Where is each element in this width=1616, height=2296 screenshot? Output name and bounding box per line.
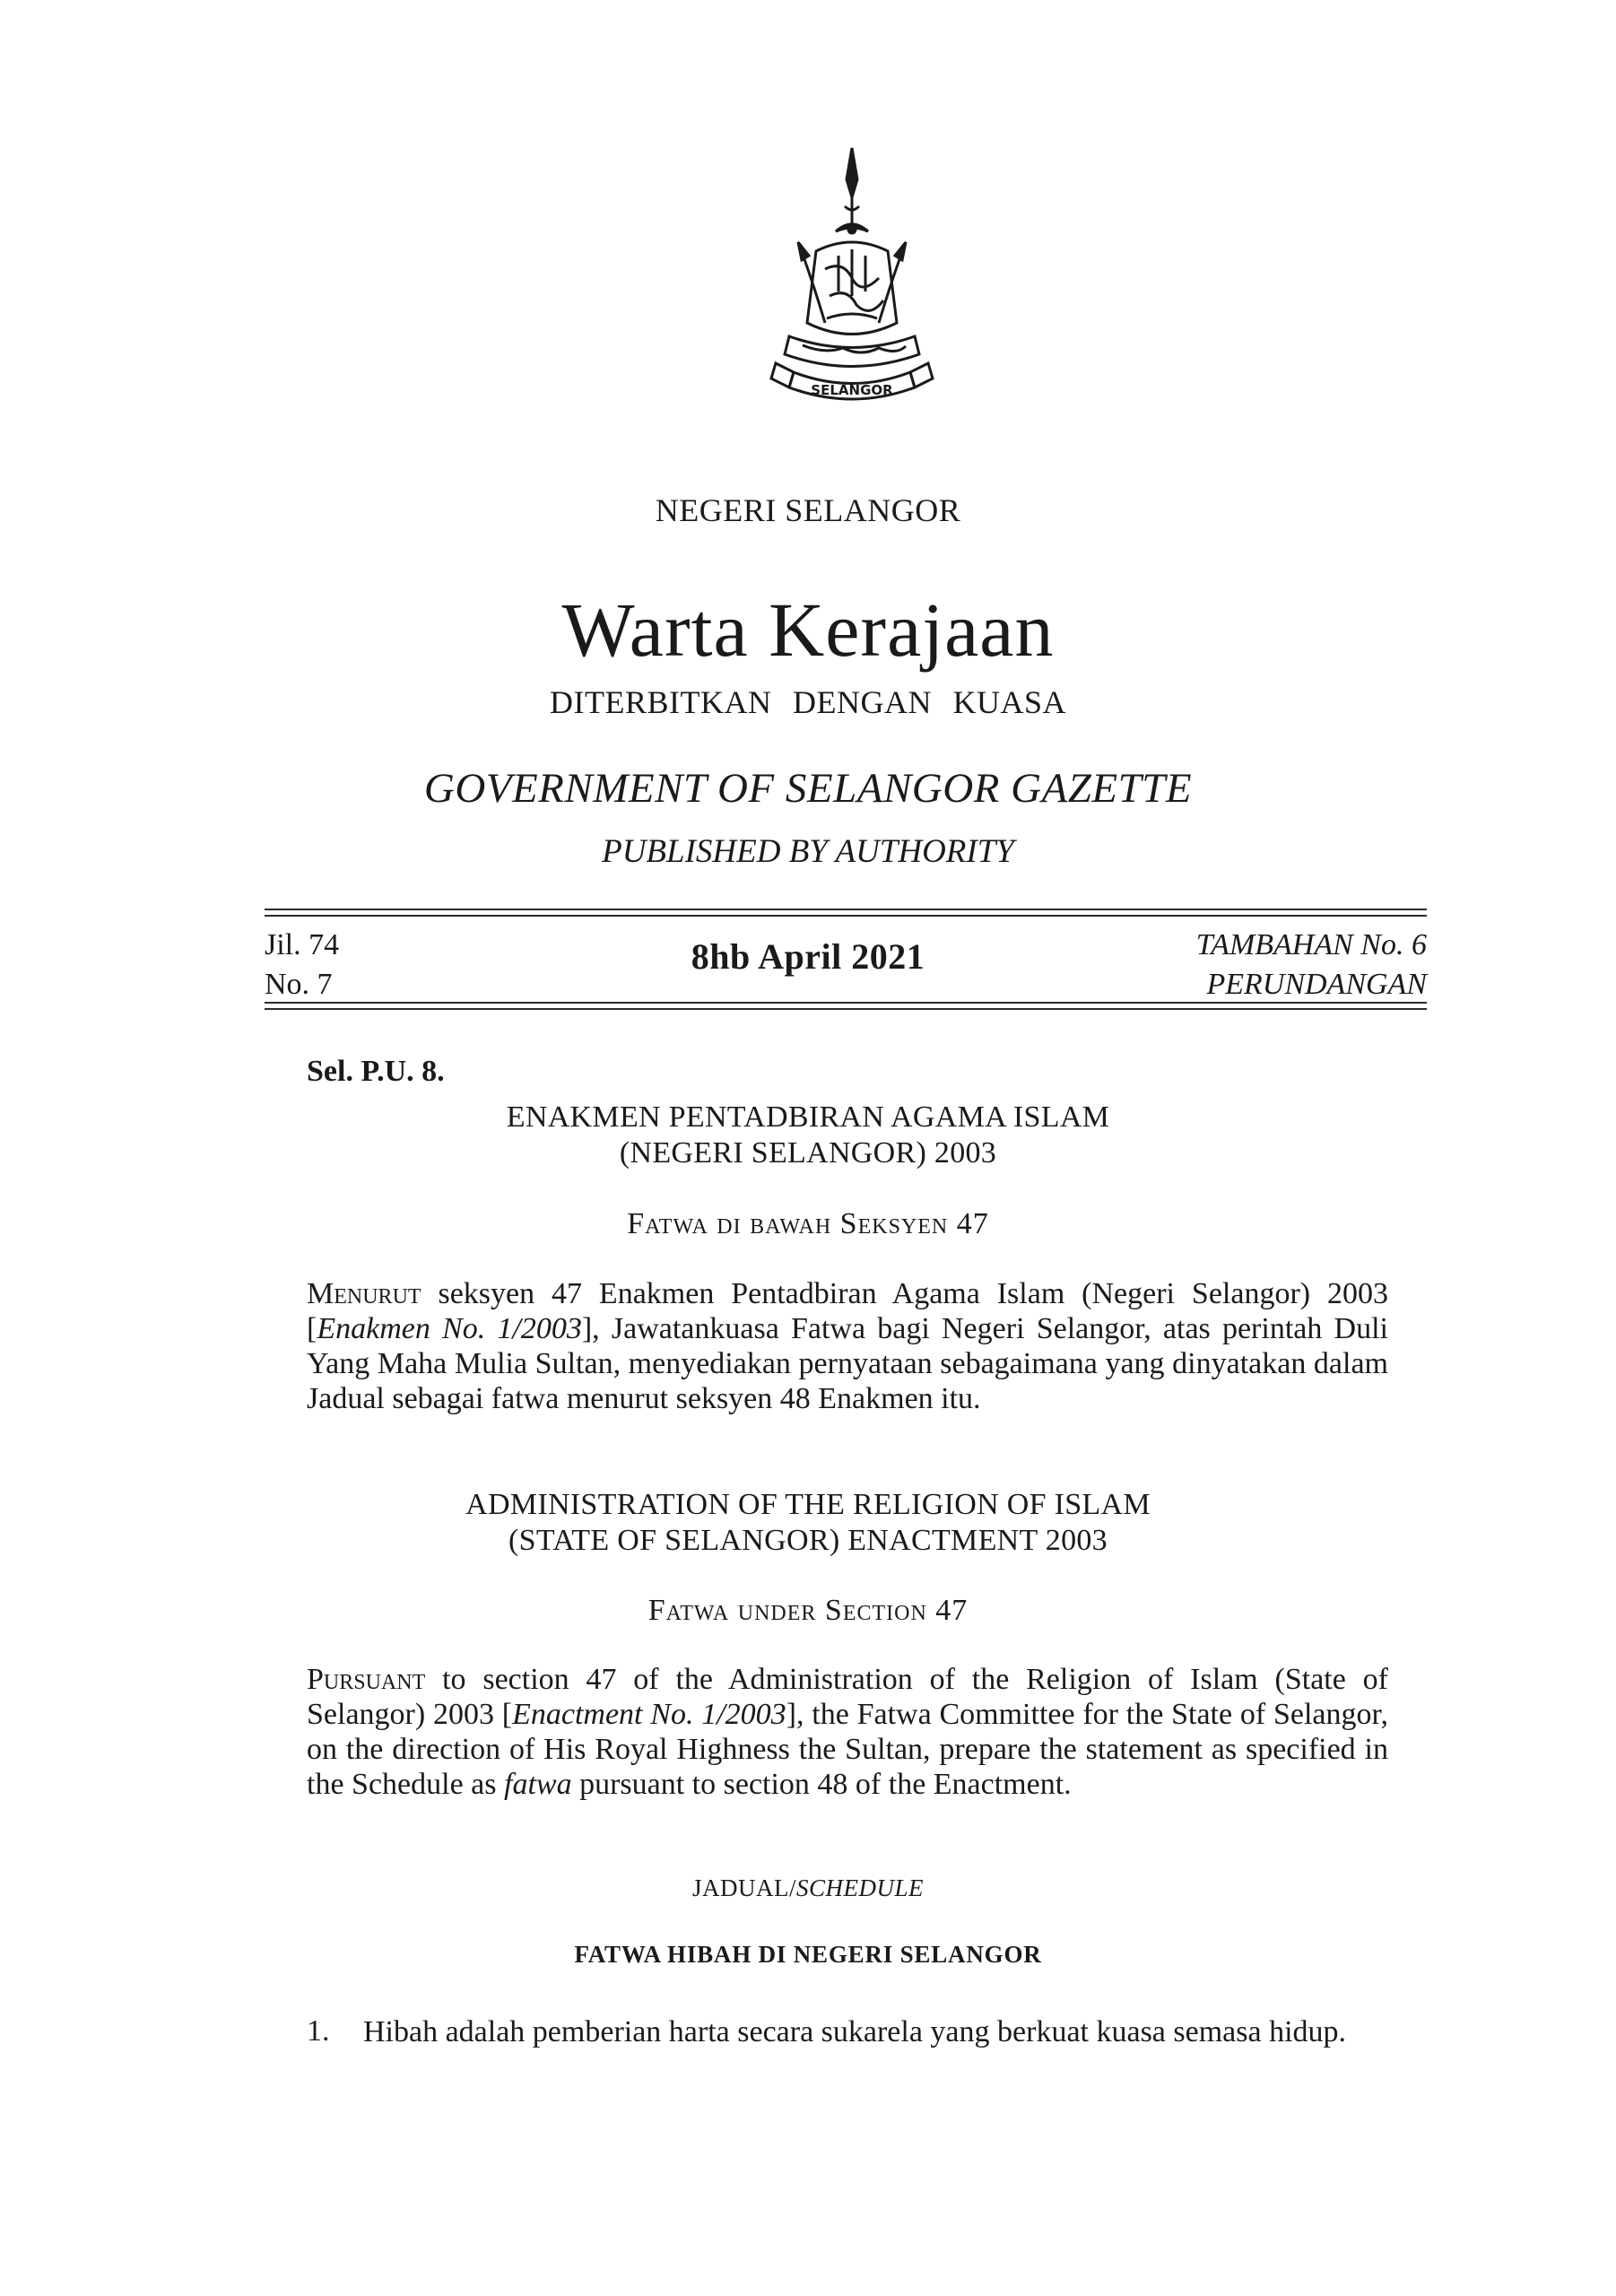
schedule-label xyxy=(0,1874,1616,1902)
supplement-block xyxy=(1196,926,1427,1004)
published-by-authority-ms: DITERBITKAN DENGAN KUASA xyxy=(550,684,1066,720)
fatwa-subheading-en: Fatwa under Section 47 xyxy=(647,1594,969,1627)
issue-number: No. 7 xyxy=(265,968,333,1001)
schedule-title: FATWA HIBAH DI NEGERI SELANGOR xyxy=(574,1941,1042,1968)
issue-date: 8hb April 2021 xyxy=(691,936,925,977)
legal-reference: Sel. P.U. 8. xyxy=(307,1055,445,1088)
preamble-text-en-1: to section 47 of the Administration of the Religion of Islam (State of Selangor) 2003 [ xyxy=(307,1663,1388,1731)
selangor-crest-icon xyxy=(762,144,942,413)
enactment-heading-ms-line2: (NEGERI SELANGOR) 2003 xyxy=(619,1136,997,1170)
supplement-number: TAMBAHAN No. 6 xyxy=(1195,928,1427,961)
volume-number: Jil. 74 xyxy=(265,928,340,961)
schedule-item-text: Hibah adalah pemberian harta secara sukarela yang berkuat kuasa semasa hidup. xyxy=(363,2015,1347,2048)
divider-bottom-2 xyxy=(265,1008,1427,1010)
divider-bottom-1 xyxy=(265,1002,1427,1004)
divider-top-2 xyxy=(265,915,1427,917)
enactment-heading-en-line2: (STATE OF SELANGOR) ENACTMENT 2003 xyxy=(508,1524,1108,1557)
gazette-title: Warta Kerajaan xyxy=(561,587,1055,673)
preamble-enactment-ref-en: Enactment No. 1/2003 xyxy=(512,1698,786,1731)
preamble-fatwa-term: fatwa xyxy=(504,1768,572,1801)
divider-top-1 xyxy=(265,909,1427,910)
enactment-heading-ms-line1: ENAKMEN PENTADBIRAN AGAMA ISLAM xyxy=(506,1100,1110,1134)
published-by-authority-en: PUBLISHED BY AUTHORITY xyxy=(602,833,1014,870)
enactment-heading-en xyxy=(0,1487,1616,1559)
supplement-category: PERUNDANGAN xyxy=(1206,968,1427,1001)
crest-banner-text: SELANGOR xyxy=(811,382,893,398)
preamble-lead-word-en: Pursuant xyxy=(307,1663,426,1696)
preamble-enactment-ref-ms: Enakmen No. 1/2003 xyxy=(317,1312,582,1345)
preamble-lead-word-ms: Menurut xyxy=(307,1277,421,1310)
preamble-text-en-3: pursuant to section 48 of the Enactment. xyxy=(571,1768,1072,1801)
schedule-label-ms: JADUAL/ xyxy=(691,1874,796,1901)
enactment-heading-en-line1: ADMINISTRATION OF THE RELIGION OF ISLAM xyxy=(465,1488,1151,1521)
preamble-paragraph-ms xyxy=(307,1276,1388,1416)
preamble-text-en-2: ], the Fatwa Committee for the State of Selangor, on the direction of His Royal Highness the Sultan, prepare the statement as specified in the Schedule as xyxy=(307,1698,1388,1801)
preamble-paragraph-en xyxy=(307,1662,1388,1802)
schedule-label-en: SCHEDULE xyxy=(795,1874,924,1901)
preamble-text-ms-1: seksyen 47 Enakmen Pentadbiran Agama Islam (Negeri Selangor) 2003 [ xyxy=(307,1277,1388,1345)
preamble-text-ms-2: ], Jawatankuasa Fatwa bagi Negeri Selangor, atas perintah Duli Yang Maha Mulia Sultan, menyediakan pernyataan sebagaimana yang dinyatakan dalam Jadual sebagai fatwa menurut seksyen 48 Enakmen itu. xyxy=(307,1312,1388,1415)
state-name: NEGERI SELANGOR xyxy=(655,492,961,528)
fatwa-subheading-ms: Fatwa di bawah Seksyen 47 xyxy=(627,1207,989,1240)
schedule-item-number: 1. xyxy=(307,2014,330,2048)
enactment-heading-ms xyxy=(0,1100,1616,1171)
gazette-title-en: GOVERNMENT OF SELANGOR GAZETTE xyxy=(423,765,1193,812)
